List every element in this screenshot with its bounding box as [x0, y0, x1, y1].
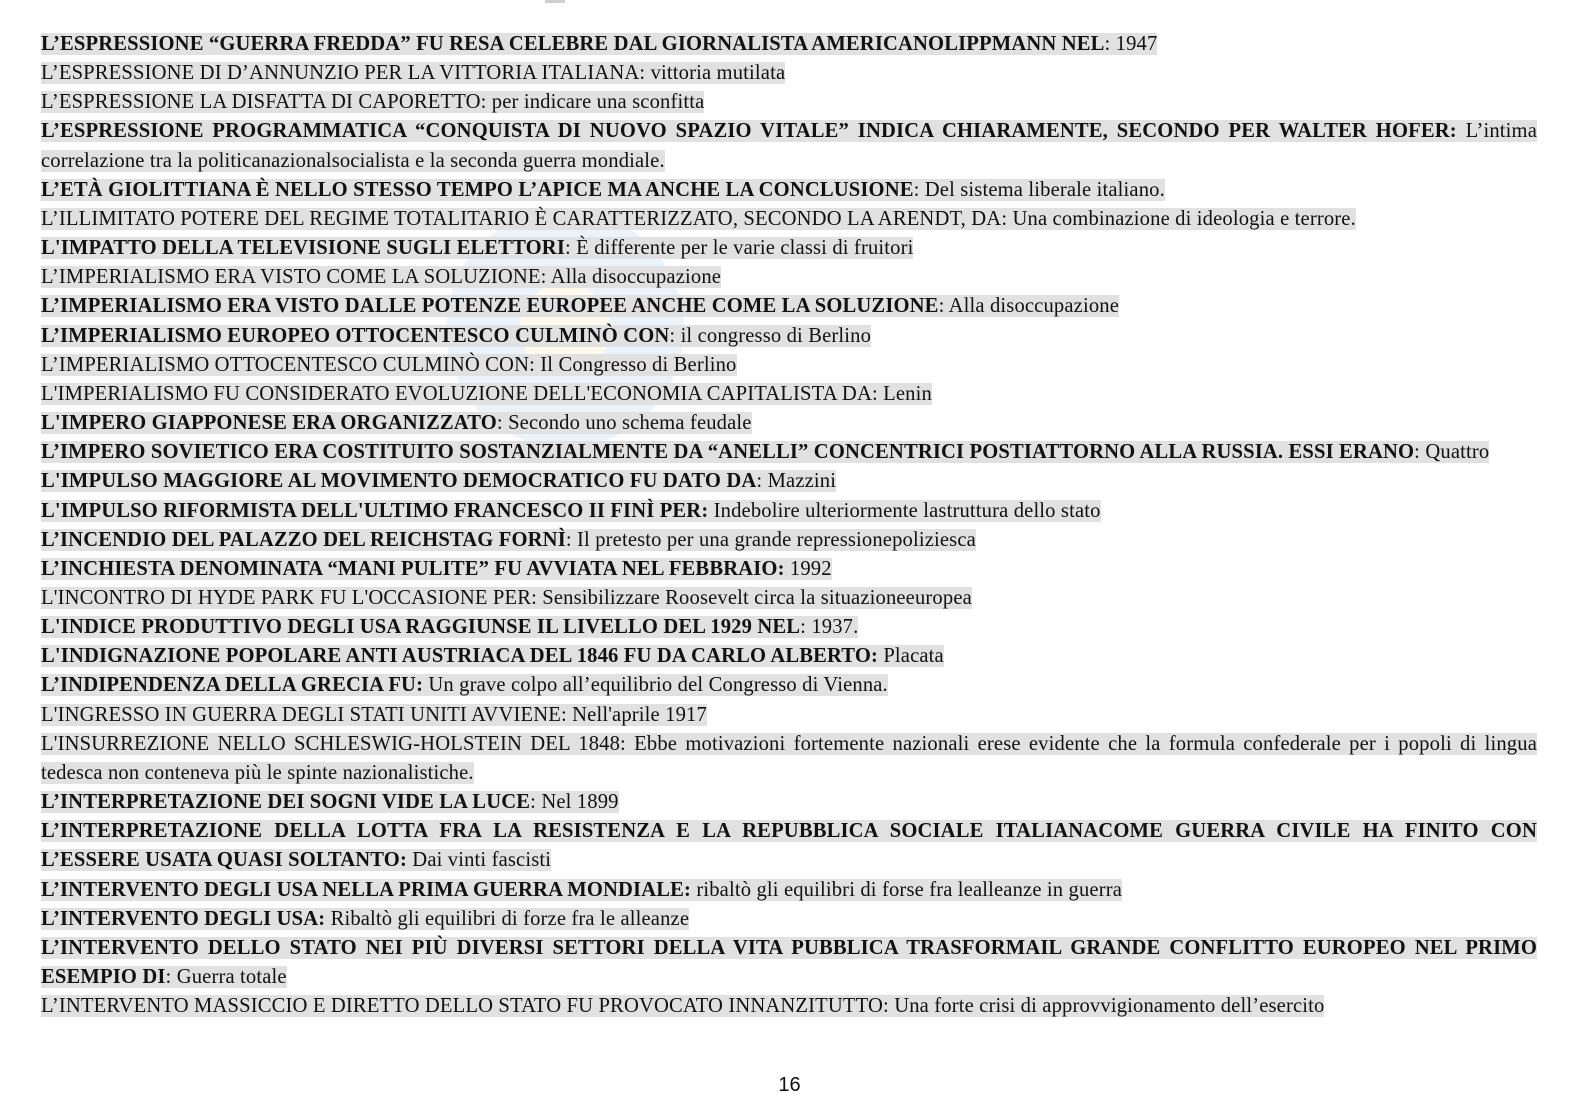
- answer-text: Dai vinti fascisti: [412, 849, 552, 872]
- highlighted-text: [41, 908, 689, 930]
- separator: :: [620, 732, 635, 755]
- question-text: L'INGRESSO IN GUERRA DEGLI STATI UNITI AVVIENE: [41, 703, 561, 726]
- question-text: L'IMPULSO MAGGIORE AL MOVIMENTO DEMOCRATICO FU DATO DA: [41, 470, 757, 493]
- qa-entry: [41, 613, 1537, 642]
- question-text: L’INCENDIO DEL PALAZZO DEL REICHSTAG FORNÌ: [41, 528, 566, 551]
- question-text: L’INTERVENTO DELLO STATO NEI PIÙ DIVERSI SETTORI DELLA VITA PUBBLICA TRASFORMAIL GRANDE CONFLITTO EUROPEO NEL PRIMO ESEMPIO DI: [41, 936, 1537, 988]
- separator: :: [480, 91, 492, 114]
- separator: :: [165, 966, 177, 988]
- highlighted-text: [41, 558, 832, 580]
- separator: :: [883, 995, 895, 1018]
- qa-entry: [41, 322, 1537, 351]
- question-text: L'IMPERO GIAPPONESE ERA ORGANIZZATO: [41, 412, 497, 435]
- question-text: L’ESPRESSIONE “GUERRA FREDDA” FU RESA CELEBRE DAL GIORNALISTA AMERICANOLIPPMANN NEL: [41, 33, 1105, 55]
- qa-entry: [41, 730, 1537, 788]
- separator: [1457, 120, 1466, 142]
- highlighted-text: [41, 295, 1119, 317]
- qa-entry: [41, 88, 1537, 117]
- answer-text: ribaltò gli equilibri di forse fra lealleanze in guerra: [696, 878, 1123, 901]
- qa-entry: [41, 30, 1537, 59]
- answer-text: Nell'aprile 1917: [572, 703, 707, 726]
- answer-text: Ebbe motivazioni fortemente nazionali erese evidente che la formula confederale per i popoli di lingua tedesca non conteneva più le spinte nazionalistiche.: [41, 732, 1537, 784]
- qa-entry: [41, 701, 1537, 730]
- answer-text: Alla disoccupazione: [550, 266, 722, 289]
- answer-text: Mazzini: [767, 470, 837, 493]
- question-text: L’INDIPENDENZA DELLA GRECIA FU:: [41, 674, 424, 697]
- highlighted-text: [41, 62, 785, 84]
- highlighted-text: [41, 733, 1537, 784]
- highlighted-text: [41, 441, 1489, 463]
- qa-entry: [41, 234, 1537, 263]
- highlighted-text: [41, 704, 707, 726]
- answer-text: 1937.: [811, 616, 859, 639]
- highlighted-text: [41, 937, 1537, 988]
- highlighted-text: [41, 470, 836, 492]
- question-text: L'INDICE PRODUTTIVO DEGLI USA RAGGIUNSE IL LIVELLO DEL 1929 NEL: [41, 616, 801, 639]
- answer-text: Secondo uno schema feudale: [508, 412, 752, 435]
- qa-entry: [41, 438, 1537, 467]
- separator: :: [669, 324, 681, 347]
- highlighted-text: [41, 354, 737, 376]
- separator: :: [756, 470, 768, 493]
- separator: :: [800, 616, 812, 639]
- question-text: L'INDIGNAZIONE POPOLARE ANTI AUSTRIACA DEL 1846 FU DA CARLO ALBERTO:: [41, 645, 878, 668]
- highlighted-text: [41, 529, 976, 551]
- highlighted-text: [41, 791, 619, 813]
- separator: :: [529, 353, 541, 376]
- page-number: 16: [778, 1074, 801, 1096]
- answer-text: Ribaltò gli equilibri di forze fra le alleanze: [330, 907, 690, 930]
- question-text: L’IMPERO SOVIETICO ERA COSTITUITO SOSTANZIALMENTE DA “ANELLI” CONCENTRICI POSTIATTORNO ALLA RUSSIA. ESSI ERANO: [41, 441, 1415, 464]
- highlighted-text: [41, 237, 913, 259]
- highlighted-text: [41, 179, 1165, 201]
- answer-text: Indebolire ulteriormente lastruttura dello stato: [713, 499, 1101, 522]
- highlighted-text: [41, 616, 858, 638]
- highlighted-text: [41, 325, 871, 347]
- highlighted-text: [41, 820, 1537, 871]
- highlighted-text: [41, 645, 944, 667]
- answer-text: Guerra totale: [176, 966, 287, 988]
- separator: :: [1001, 207, 1013, 230]
- qa-list: [41, 30, 1537, 1021]
- highlighted-text: [41, 995, 1324, 1017]
- separator: :: [1104, 33, 1116, 55]
- answer-text: vittoria mutilata: [650, 62, 786, 85]
- question-text: L’INTERVENTO MASSICCIO E DIRETTO DELLO STATO FU PROVOCATO INNANZITUTTO: [41, 995, 884, 1018]
- question-text: L’ESPRESSIONE DI D’ANNUNZIO PER LA VITTORIA ITALIANA: [41, 62, 640, 85]
- highlighted-text: [41, 412, 752, 434]
- qa-entry: [41, 497, 1537, 526]
- separator: :: [1414, 441, 1426, 464]
- question-text: L’ESPRESSIONE LA DISFATTA DI CAPORETTO: [41, 91, 481, 114]
- question-text: L’INTERPRETAZIONE DELLA LOTTA FRA LA RESISTENZA E LA REPUBBLICA SOCIALE ITALIANACOME GUERRA CIVILE HA FINITO CON L’ESSERE USATA QUASI SOLTANTO:: [41, 820, 1537, 872]
- qa-entry: [41, 263, 1537, 292]
- question-text: L’ESPRESSIONE PROGRAMMATICA “CONQUISTA DI NUOVO SPAZIO VITALE” INDICA CHIARAMENTE, SECONDO PER WALTER HOFER:: [41, 120, 1457, 143]
- highlighted-text: [41, 879, 1122, 901]
- separator: :: [530, 791, 542, 814]
- qa-entry: [41, 409, 1537, 438]
- page-top-mark: [545, 0, 565, 3]
- question-text: L’INTERVENTO DEGLI USA:: [41, 907, 326, 930]
- question-text: L'IMPULSO RIFORMISTA DELL'ULTIMO FRANCESCO II FINÌ PER:: [41, 499, 709, 522]
- qa-entry: [41, 380, 1537, 409]
- separator: :: [496, 412, 509, 435]
- qa-entry: [41, 176, 1537, 205]
- qa-entry: [41, 584, 1537, 613]
- separator: :: [565, 528, 578, 551]
- separator: :: [938, 295, 949, 318]
- question-text: L’INTERPRETAZIONE DEI SOGNI VIDE LA LUCE: [41, 791, 531, 814]
- qa-entry: [41, 934, 1537, 992]
- separator: :: [565, 237, 577, 260]
- question-text: L’ILLIMITATO POTERE DEL REGIME TOTALITARIO È CARATTERIZZATO, SECONDO LA ARENDT, DA: [41, 207, 1002, 230]
- highlighted-text: [41, 587, 972, 609]
- answer-text: Una combinazione di ideologia e terrore.: [1012, 207, 1356, 230]
- highlighted-text: [41, 91, 704, 113]
- highlighted-text: [41, 208, 1356, 230]
- answer-text: Il pretesto per una grande repressionepoliziesca: [577, 528, 976, 551]
- answer-text: L’intima correlazione tra la politicanazionalsocialista e la seconda guerra mondiale.: [41, 120, 1537, 172]
- question-text: L'IMPATTO DELLA TELEVISIONE SUGLI ELETTORI: [41, 237, 565, 260]
- highlighted-text: [41, 33, 1157, 55]
- answer-text: 1992: [789, 557, 832, 580]
- qa-entry: [41, 788, 1537, 817]
- separator: :: [540, 266, 551, 289]
- question-text: L'IMPERIALISMO FU CONSIDERATO EVOLUZIONE DELL'ECONOMIA CAPITALISTA DA: [41, 382, 872, 405]
- question-text: L’INCHIESTA DENOMINATA “MANI PULITE” FU AVVIATA NEL FEBBRAIO:: [41, 557, 785, 580]
- qa-entry: [41, 992, 1537, 1021]
- answer-text: 1947: [1115, 33, 1158, 55]
- highlighted-text: [41, 120, 1537, 171]
- answer-text: È differente per le varie classi di fruitori: [576, 237, 914, 260]
- answer-text: Un grave colpo all’equilibrio del Congresso di Vienna.: [428, 674, 888, 697]
- question-text: L’IMPERIALISMO OTTOCENTESCO CULMINÒ CON: [41, 353, 530, 376]
- qa-entry: [41, 292, 1537, 321]
- question-text: L’ETÀ GIOLITTIANA È NELLO STESSO TEMPO L’APICE MA ANCHE LA CONCLUSIONE: [41, 178, 914, 201]
- highlighted-text: [41, 500, 1101, 522]
- question-text: L'INSURREZIONE NELLO SCHLESWIG-HOLSTEIN DEL 1848: [41, 732, 621, 755]
- qa-entry: [41, 351, 1537, 380]
- answer-text: Alla disoccupazione: [948, 295, 1120, 318]
- answer-text: Placata: [883, 645, 944, 668]
- qa-entry: [41, 671, 1537, 700]
- answer-text: Del sistema liberale italiano.: [924, 178, 1165, 201]
- answer-text: Lenin: [883, 382, 932, 405]
- highlighted-text: [41, 674, 888, 696]
- separator: :: [531, 586, 543, 609]
- question-text: L’IMPERIALISMO ERA VISTO DALLE POTENZE EUROPEE ANCHE COME LA SOLUZIONE: [41, 295, 939, 318]
- qa-entry: [41, 555, 1537, 584]
- answer-text: per indicare una sconfitta: [491, 91, 705, 114]
- separator: :: [639, 62, 651, 85]
- qa-entry: [41, 205, 1537, 234]
- separator: :: [560, 703, 573, 726]
- qa-entry: [41, 905, 1537, 934]
- qa-entry: [41, 117, 1537, 175]
- qa-entry: [41, 59, 1537, 88]
- answer-text: Sensibilizzare Roosevelt circa la situazioneeuropea: [542, 586, 972, 609]
- qa-entry: [41, 526, 1537, 555]
- separator: :: [871, 382, 884, 405]
- qa-entry: [41, 876, 1537, 905]
- highlighted-text: [41, 383, 932, 405]
- qa-entry: [41, 642, 1537, 671]
- question-text: L’IMPERIALISMO ERA VISTO COME LA SOLUZIONE: [41, 266, 541, 289]
- answer-text: Una forte crisi di approvvigionamento dell’esercito: [894, 995, 1325, 1018]
- answer-text: Il Congresso di Berlino: [540, 353, 737, 376]
- question-text: L'INCONTRO DI HYDE PARK FU L'OCCASIONE PER: [41, 586, 532, 609]
- separator: :: [913, 178, 925, 201]
- answer-text: Quattro: [1425, 441, 1490, 464]
- highlighted-text: [41, 266, 721, 288]
- qa-entry: [41, 817, 1537, 875]
- question-text: L’IMPERIALISMO EUROPEO OTTOCENTESCO CULMINÒ CON: [41, 324, 670, 347]
- qa-entry: [41, 467, 1537, 496]
- question-text: L’INTERVENTO DEGLI USA NELLA PRIMA GUERRA MONDIALE:: [41, 878, 692, 901]
- answer-text: Nel 1899: [541, 791, 619, 814]
- answer-text: il congresso di Berlino: [680, 324, 872, 347]
